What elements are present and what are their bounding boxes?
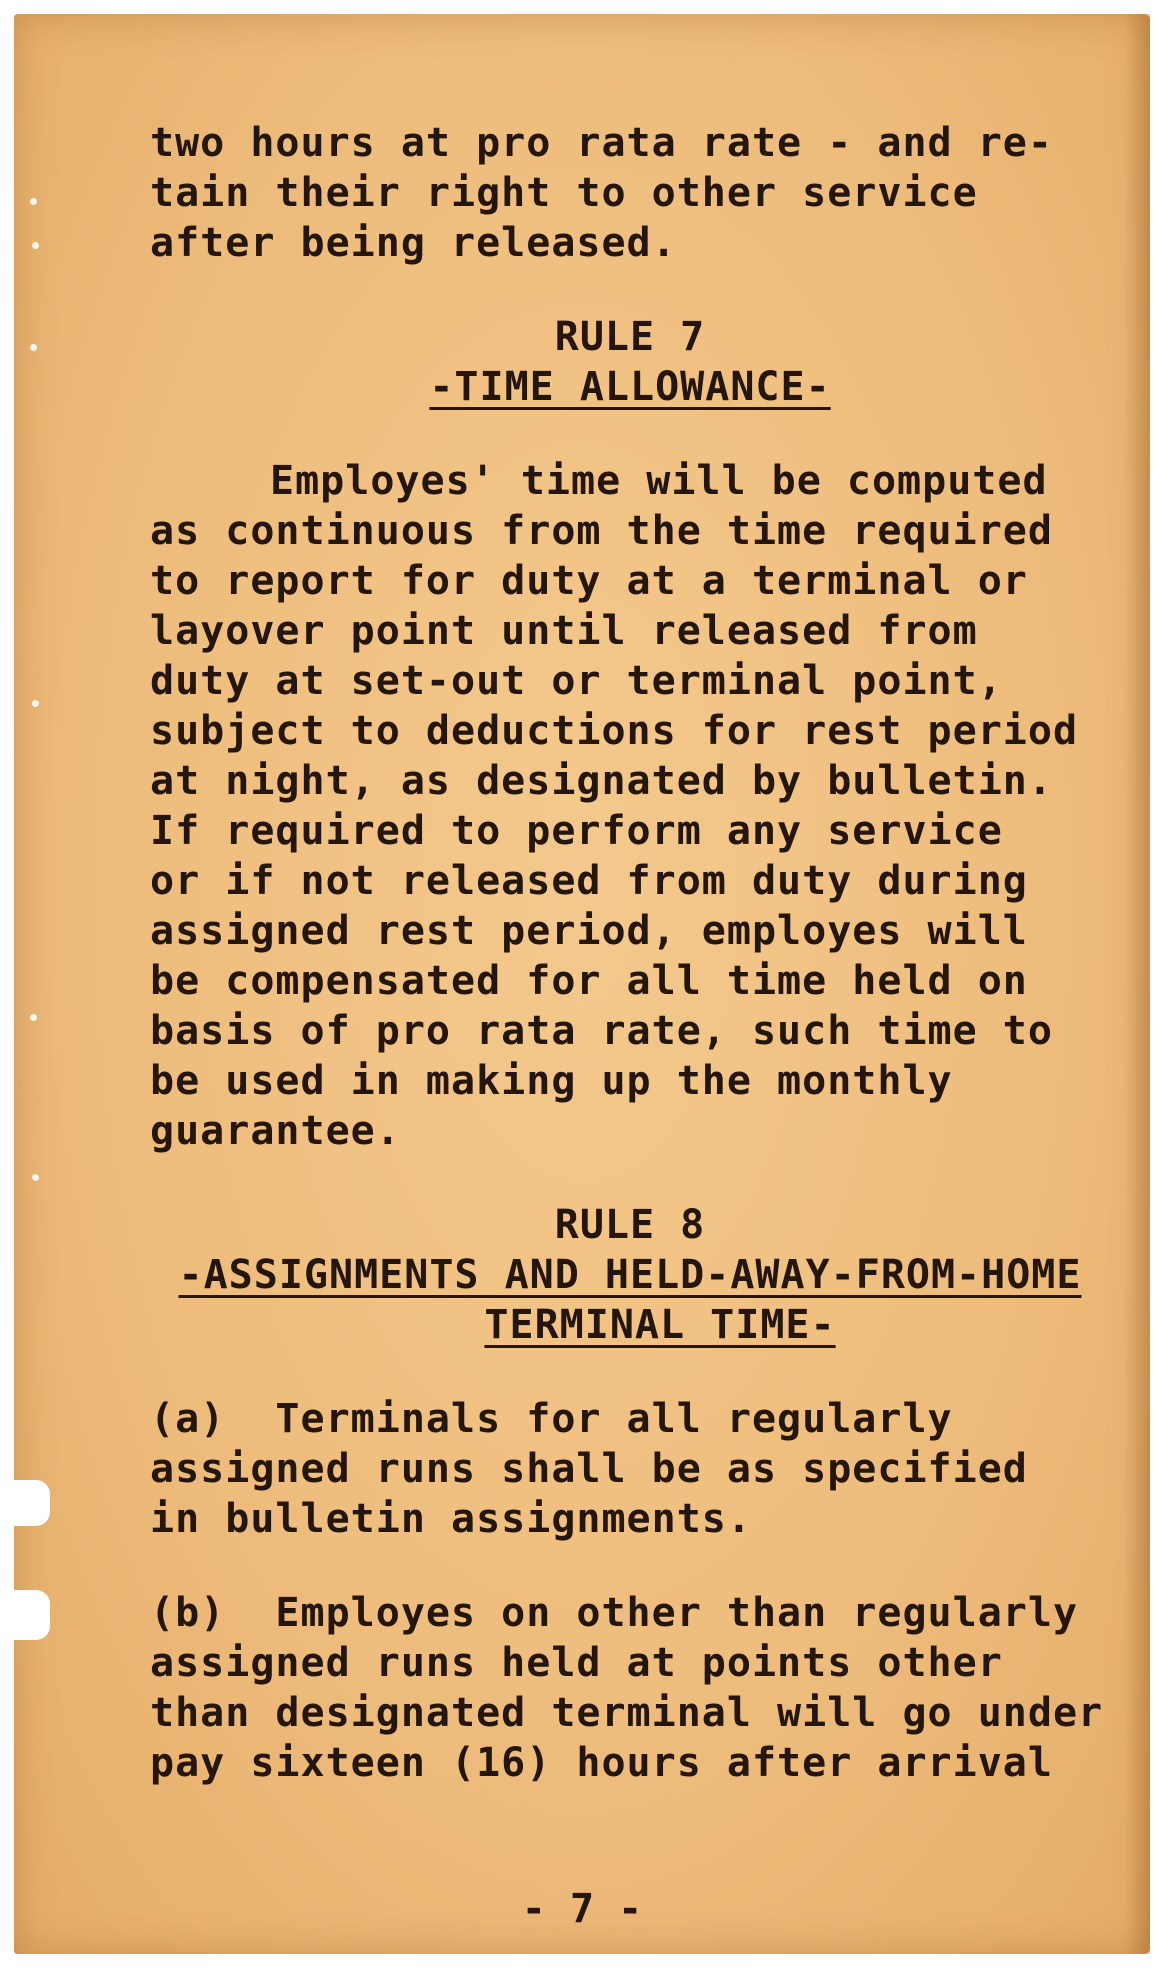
rule-7-line: be used in making up the monthly [150, 1058, 953, 1104]
rule-7-line: as continuous from the time required [150, 508, 1053, 554]
punch-hole [32, 242, 39, 249]
rule-7-line: guarantee. [150, 1108, 401, 1154]
rule-7-line: to report for duty at a terminal or [150, 558, 1028, 604]
rule-8-title: -ASSIGNMENTS AND HELD-AWAY-FROM-HOME [178, 1252, 1082, 1298]
rule-8-para-b-line: assigned runs held at points other [150, 1640, 1003, 1686]
punch-hole [30, 344, 37, 351]
rule-8-title-continued: TERMINAL TIME- [484, 1302, 836, 1348]
rule-7-line: subject to deductions for rest period [150, 708, 1079, 754]
rule-8-para-b-line: than designated terminal will go under [150, 1690, 1104, 1736]
rule-8-para-a-line: (a) Terminals for all regularly [150, 1396, 953, 1442]
rule-7-line: If required to perform any service [150, 808, 1003, 854]
punch-hole [30, 1014, 37, 1021]
rule-7-line: assigned rest period, employes will [150, 908, 1028, 954]
punch-hole [30, 198, 37, 205]
punch-hole [32, 700, 39, 707]
rule-7-line: at night, as designated by bulletin. [150, 758, 1053, 804]
typed-text [150, 118, 1110, 1788]
torn-edge [14, 1590, 50, 1640]
rule-7-line: duty at set-out or terminal point, [150, 658, 1003, 704]
rule-7-line: or if not released from duty during [150, 858, 1028, 904]
rule-7-line: layover point until released from [150, 608, 978, 654]
rule-8-para-a-line: assigned runs shall be as specified [150, 1446, 1028, 1492]
intro-line: tain their right to other service [150, 170, 978, 216]
rule-7-number: RULE 7 [554, 314, 706, 360]
page-number: - 7 - [521, 1886, 643, 1932]
rule-8-para-b-line: pay sixteen (16) hours after arrival [150, 1740, 1053, 1786]
rule-7-line: Employes' time will be computed [270, 458, 1048, 504]
intro-line: two hours at pro rata rate - and re- [150, 120, 1053, 166]
rule-7-title: -TIME ALLOWANCE- [429, 364, 831, 410]
punch-hole [32, 1174, 39, 1181]
intro-line: after being released. [150, 220, 677, 266]
rule-8-number: RULE 8 [554, 1202, 706, 1248]
rule-7-line: be compensated for all time held on [150, 958, 1028, 1004]
rule-8-para-b-line: (b) Employes on other than regularly [150, 1590, 1079, 1636]
torn-edge [14, 1480, 50, 1526]
rule-8-para-a-line: in bulletin assignments. [150, 1496, 752, 1542]
rule-7-line: basis of pro rata rate, such time to [150, 1008, 1053, 1054]
